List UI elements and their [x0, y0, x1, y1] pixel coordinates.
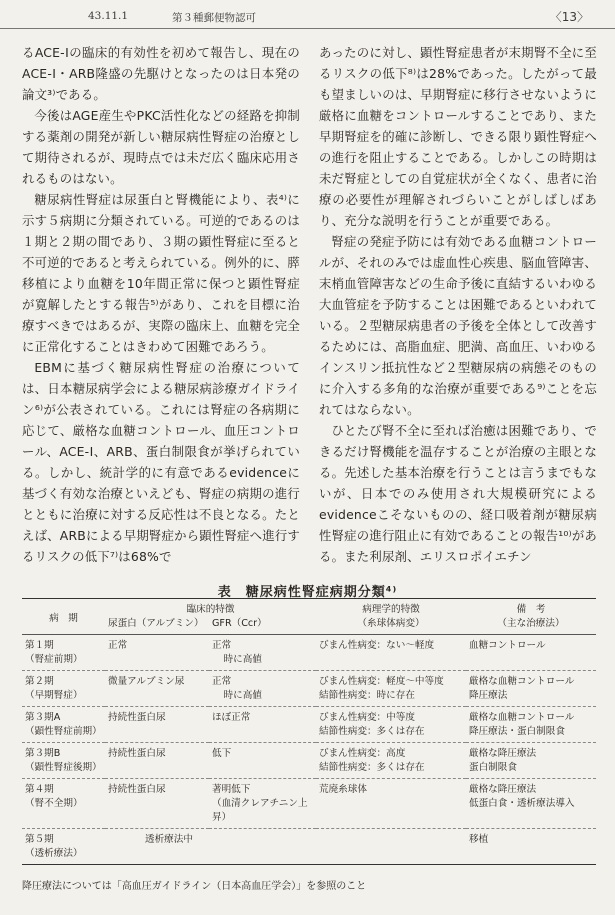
paragraph: あったのに対し、顕性腎症患者が末期腎不全に至るリスクの低下⁸⁾は28%であった。したがって最も望ましいのは、早期腎症に移行させないように厳格に血糖をコントロールすることであり、また早期腎症を的確に診断し、できる限り顕性腎症への進行を阻止することである。しかしこの時期は未だ腎症としての自覚症状が全くなく、患者に治療の必要性が理解されづらいことがしばしばあり、充分な説明を行うことが重要である。: [319, 45, 597, 228]
urine-cell: 微量アルブミン尿: [105, 671, 209, 707]
header-pathology: 病理学的特徴: [362, 604, 420, 615]
header-urine: 尿蛋白（アルブミン）: [105, 617, 209, 635]
table-row: [22, 779, 596, 829]
pathology-cell: びまん性病変：軽度〜中等度 結節性病変：時に存在: [316, 671, 466, 707]
postal-mark: 第３種郵便物認可: [172, 12, 256, 24]
gfr-cell: ほぼ正常: [209, 707, 316, 743]
right-column: [319, 42, 597, 567]
pathology-cell: びまん性病変：ない〜軽度: [316, 635, 466, 671]
remarks-cell: 移植: [466, 829, 596, 865]
gfr-cell: 低下: [209, 743, 316, 779]
left-column: [22, 42, 300, 567]
table-row: [22, 743, 596, 779]
remarks-cell: 厳格な血糖コントロール 降圧療法: [466, 671, 596, 707]
stage-cell: 第５期 （透析療法）: [22, 829, 105, 865]
gfr-cell: 正常 時に高値: [209, 635, 316, 671]
gfr-cell: 著明低下 （血清クレアチニン上昇）: [209, 779, 316, 829]
header-clinical: 臨床的特徴: [186, 604, 235, 615]
stage-table: [22, 598, 596, 865]
stage-cell: 第１期 （腎症前期）: [22, 635, 105, 671]
header-remarks: 備 考: [516, 604, 546, 615]
paragraph: EBMに基づく糖尿病性腎症の治療については、日本糖尿病学会による糖尿病診療ガイドライン⁶⁾が公表されている。これには腎症の各病期に応じて、厳格な血糖コントロール、血圧コントロール、ACE-Ⅰ、ARB、蛋白制限食が挙げられている。しかし、統計学的に有意であるevidenceに基づく有効な治療といえども、腎症の病期の進行とともに治療に対する反応性は不良となる。たとえば、ARBによる早期腎症から顕性腎症へ進行するリスクの低下⁷⁾は68%で: [22, 360, 300, 564]
header-remarks-sub: （主な治療法）: [466, 617, 596, 635]
urine-cell: 持続性蛋白尿: [105, 707, 209, 743]
urine-cell: 正常: [105, 635, 209, 671]
paragraph: 糖尿病性腎症は尿蛋白と腎機能により、表⁴⁾に示す５病期に分類されている。可逆的であるのは１期と２期の間であり、３期の顕性腎症に至ると不可逆的であると考えられている。例外的に、膵移植により血糖を10年間正常に保つと顕性腎症が寛解したとする報告⁵⁾があり、これを目標に治療すべきではあるが、実際の臨床上、血糖を完全に正常化することはきわめて困難であろう。: [22, 192, 300, 354]
stage-cell: 第３期B （顕性腎症後期）: [22, 743, 105, 779]
table-row: [22, 707, 596, 743]
paragraph: ひとたび腎不全に至れば治癒は困難であり、できるだけ腎機能を温存することが治療の主眼となる。先述した基本治療を行うことは言うまでもないが、日本でのみ使用され大規模研究によるevidenceこそないものの、経口吸着剤が糖尿病性腎症の進行阻止に有効であることの報告¹⁰⁾がある。また利尿剤、エリスロポイエチン: [319, 423, 597, 564]
header-stage: 病 期: [22, 599, 105, 635]
remarks-cell: 血糖コントロール: [466, 635, 596, 671]
pathology-cell: 荒廃糸球体: [316, 779, 466, 829]
table-title: 表 糖尿病性腎症病期分類⁴⁾: [217, 585, 398, 600]
pathology-cell: びまん性病変：中等度 結節性病変：多くは存在: [316, 707, 466, 743]
header-gfr: GFR（Ccr）: [209, 617, 316, 635]
urine-cell: 持続性蛋白尿: [105, 779, 209, 829]
stage-cell: 第４期 （腎不全期）: [22, 779, 105, 829]
remarks-cell: 厳格な血糖コントロール 降圧療法・蛋白制限食: [466, 707, 596, 743]
stage-cell: 第３期A （顕性腎症前期）: [22, 707, 105, 743]
header-pathology-sub: （糸球体病変）: [316, 617, 466, 635]
header-rule: [0, 28, 615, 29]
issue-date: 43.11.1: [88, 10, 129, 22]
urine-cell: 持続性蛋白尿: [105, 743, 209, 779]
paragraph: 腎症の発症予防には有効である血糖コントロールが、それのみでは虚血性心疾患、脳血管障害、末梢血管障害などの生命予後に直結するいわゆる大血管症を予防することは困難であるといわれている。２型糖尿病患者の予後を全体として改善するためには、高脂血症、肥満、高血圧、いわゆるインスリン抵抗性など２型糖尿病の病態そのものに介入する多角的な治療が重要である⁹⁾ことを忘れてはならない。: [319, 234, 597, 417]
stage-cell: 第２期 （早期腎症）: [22, 671, 105, 707]
table-row: [22, 671, 596, 707]
table-row: [22, 829, 596, 865]
dialysis-cell: 透析療法中: [105, 829, 466, 865]
page-number: 〈13〉: [549, 10, 589, 24]
paragraph: 今後はAGE産生やPKC活性化などの経路を抑制する薬剤の開発が新しい糖尿病性腎症の治療として期待されるが、現時点では未だ広く臨床応用されるものはない。: [22, 108, 300, 186]
remarks-cell: 厳格な降圧療法 低蛋白食・透析療法導入: [466, 779, 596, 829]
remarks-cell: 厳格な降圧療法 蛋白制限食: [466, 743, 596, 779]
table-footnote: 降圧療法については「高血圧ガイドライン（日本高血圧学会）」を参照のこと: [22, 881, 367, 892]
paragraph: るACE-Ⅰの臨床的有効性を初めて報告し、現在のACE-Ⅰ・ARB隆盛の先駆けとなったのは日本発の論文³⁾である。: [22, 45, 300, 102]
pathology-cell: びまん性病変：高度 結節性病変：多くは存在: [316, 743, 466, 779]
table-row: [22, 635, 596, 671]
page-header: [18, 6, 597, 28]
gfr-cell: 正常 時に高値: [209, 671, 316, 707]
